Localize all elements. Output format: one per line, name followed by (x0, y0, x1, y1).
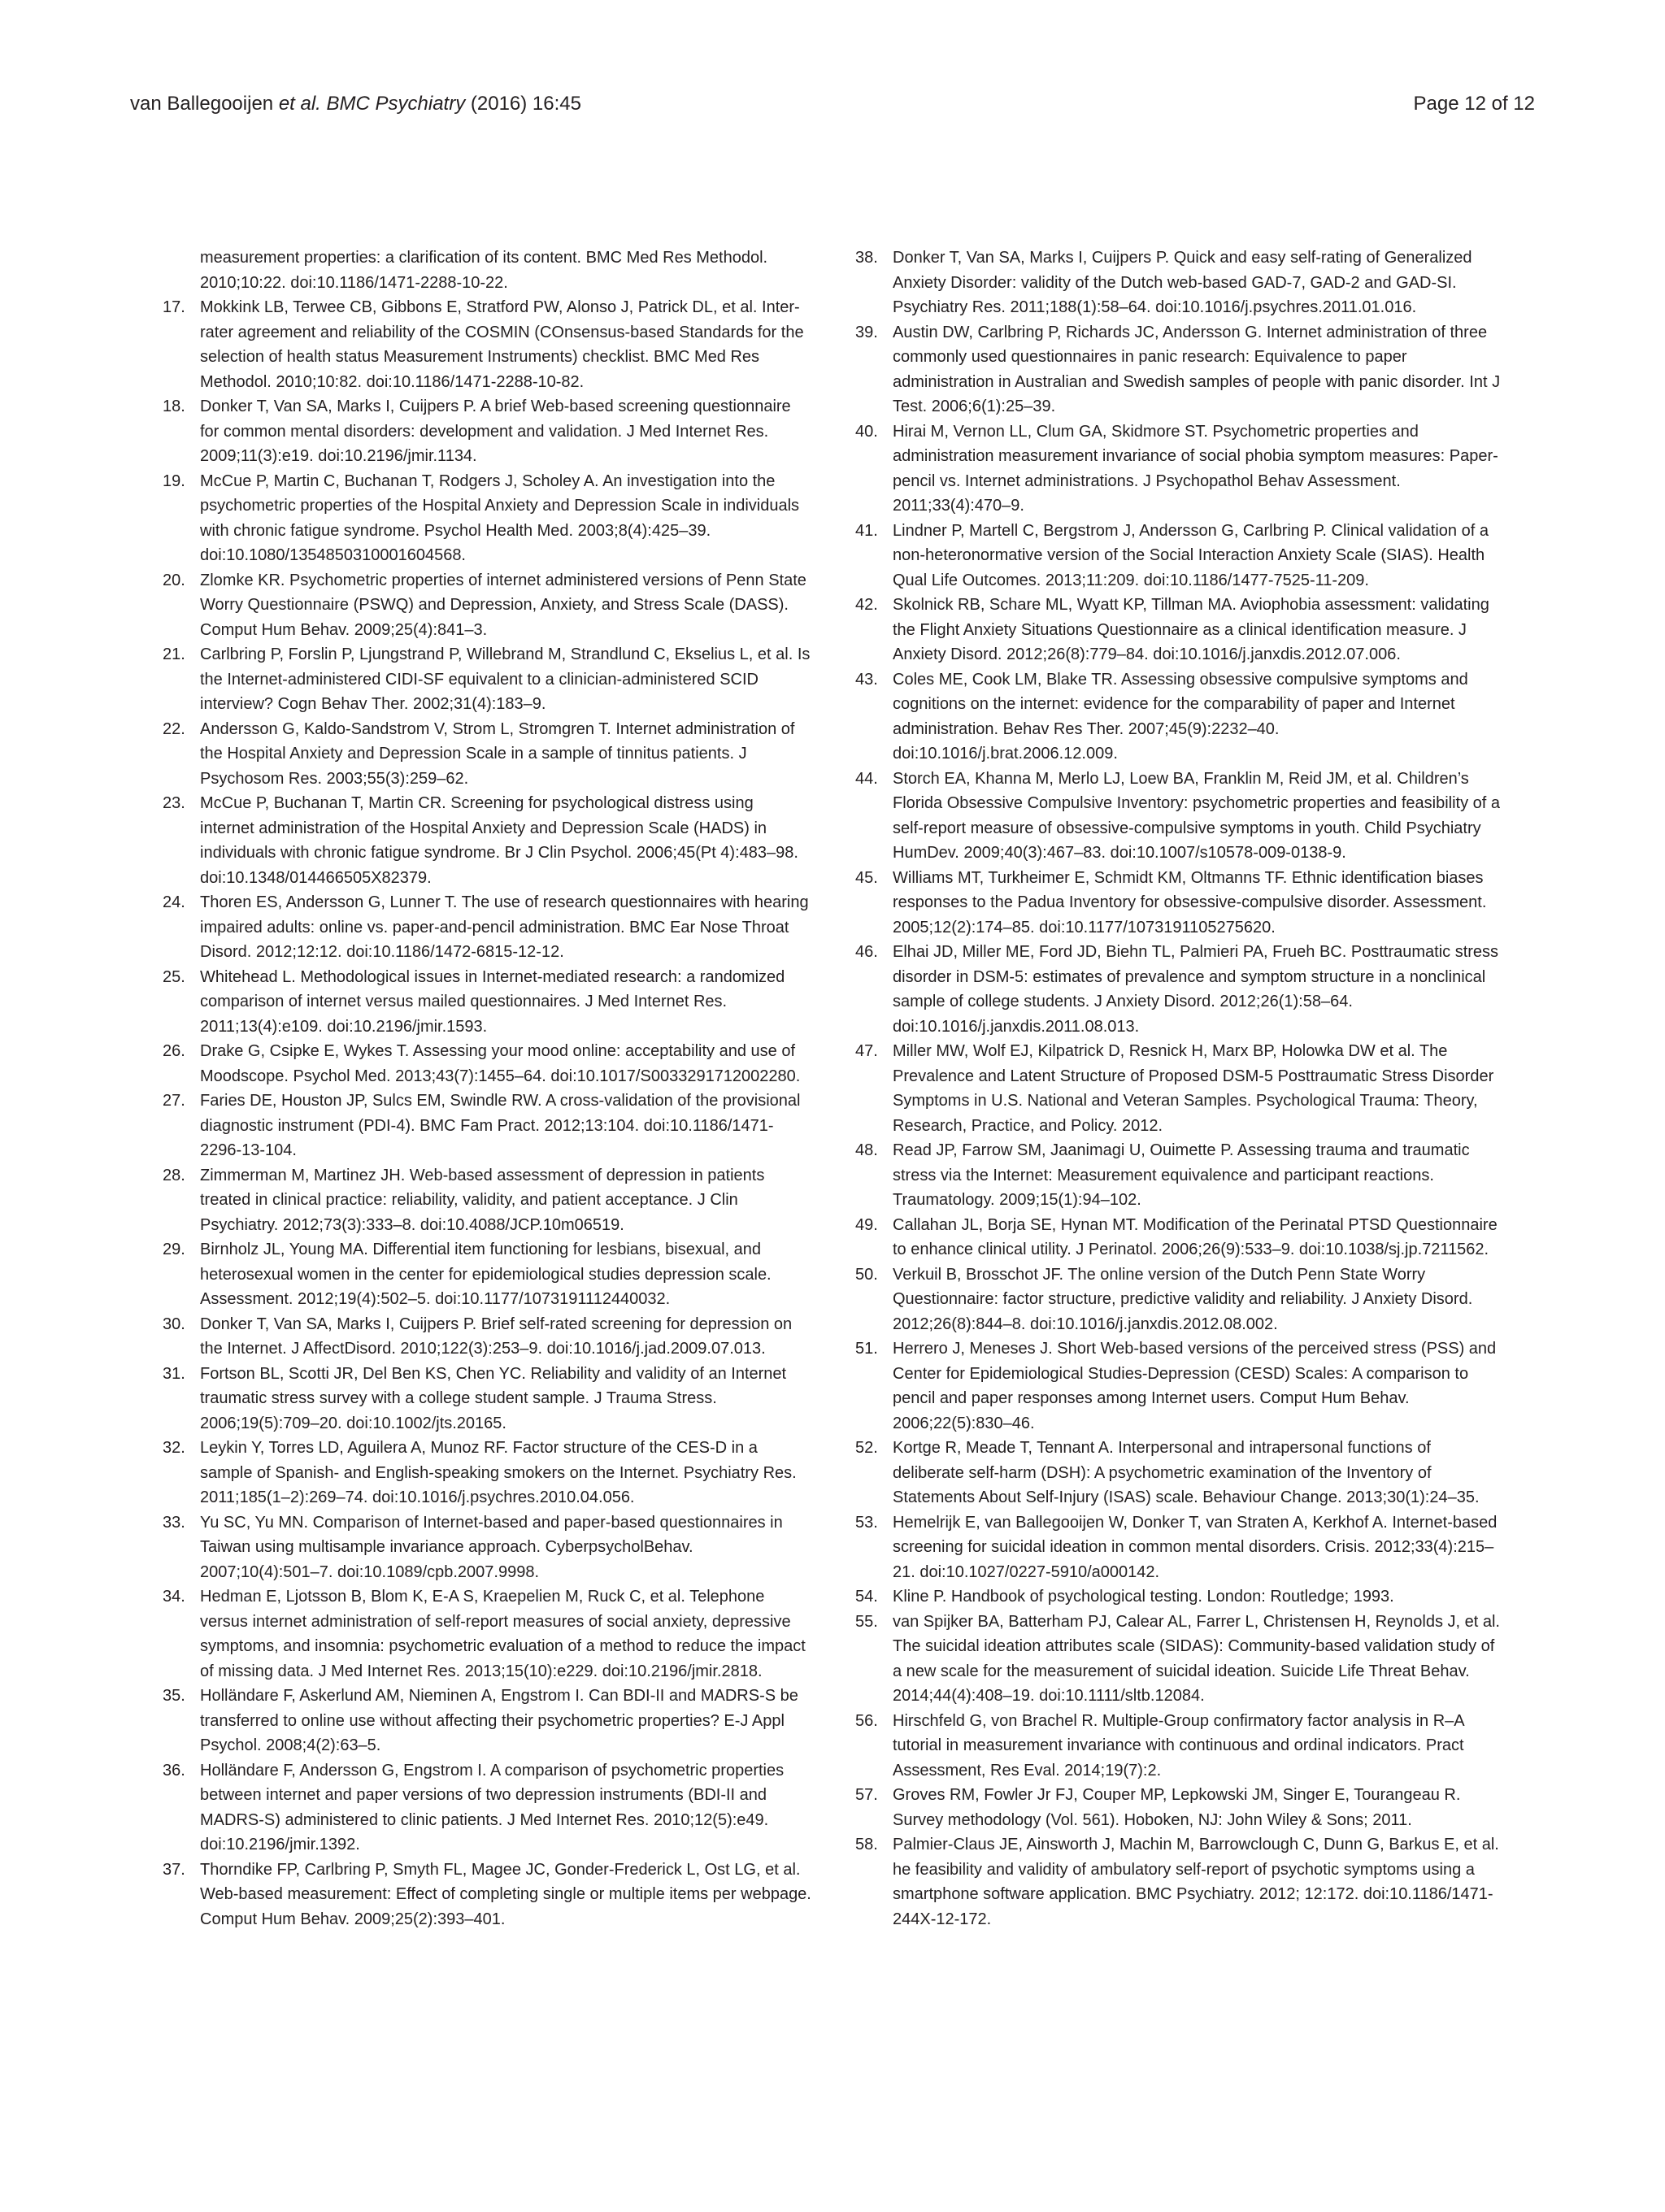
reference-text: Coles ME, Cook LM, Blake TR. Assessing obsessive compulsive symptoms and cognitions on the internet: evidence for the comparability of paper and Internet administration. Behav Res Ther. 2007;45(9):2232–40. doi:10.1016/j.brat.2006.12.009. (893, 670, 1468, 763)
reference-number: 19. (163, 472, 185, 490)
reference-text: Kortge R, Meade T, Tennant A. Interpersonal and intrapersonal functions of deliberate self-harm (DSH): A psychometric examination of the Inventory of Statements About Self-Injury (ISAS) scale. Behaviour Change. 2013;30(1):24–35. (893, 1439, 1480, 1506)
reference-item (855, 1832, 1504, 1932)
reference-item (163, 1312, 811, 1362)
reference-item (163, 1362, 811, 1436)
reference-list-right (855, 246, 1504, 1932)
reference-number: 51. (855, 1340, 878, 1358)
reference-item (855, 246, 1504, 320)
reference-item (855, 320, 1504, 419)
reference-item (855, 1610, 1504, 1709)
reference-text: Carlbring P, Forslin P, Ljungstrand P, Willebrand M, Strandlund C, Ekselius L, et al. Is the Internet-administered CIDI-SF equivalent to a clinician-administered SCID interview? Cogn Behav Ther. 2002;31(4):183–9. (200, 645, 811, 713)
reference-continuation (163, 246, 811, 295)
reference-item (855, 593, 1504, 667)
reference-item (855, 866, 1504, 941)
reference-item (163, 1237, 811, 1312)
reference-list-left (163, 295, 811, 1932)
reference-number: 27. (163, 1092, 185, 1110)
reference-number: 50. (855, 1265, 878, 1284)
reference-item (163, 469, 811, 568)
reference-text: Hirai M, Vernon LL, Clum GA, Skidmore ST. Psychometric properties and administration measurement invariance of social phobia symptom measures: Paper-pencil vs. Internet administrations. J Psychopathol Behav Assessment. 2011;33(4):470–9. (893, 422, 1498, 515)
reference-item (163, 1436, 811, 1510)
reference-item (163, 1510, 811, 1585)
reference-number: 52. (855, 1439, 878, 1457)
page-number: Page 12 of 12 (1413, 93, 1535, 115)
reference-item (163, 1089, 811, 1163)
reference-number: 35. (163, 1687, 185, 1705)
reference-item (855, 1213, 1504, 1262)
reference-item (855, 1436, 1504, 1510)
reference-item (163, 1684, 811, 1758)
reference-item (855, 1138, 1504, 1213)
reference-number: 57. (855, 1786, 878, 1804)
reference-text: Kline P. Handbook of psychological testing. London: Routledge; 1993. (893, 1588, 1394, 1606)
reference-number: 55. (855, 1612, 878, 1631)
reference-number: 32. (163, 1439, 185, 1457)
reference-text: Birnholz JL, Young MA. Differential item functioning for lesbians, bisexual, and heterosexual women in the center for epidemiological studies depression scale. Assessment. 2012;19(4):502–5. doi:10.1177/1073191112440032. (200, 1241, 772, 1308)
reference-number: 42. (855, 596, 878, 614)
reference-text: Whitehead L. Methodological issues in Internet-mediated research: a randomized comparison of internet versus mailed questionnaires. J Med Internet Res. 2011;13(4):e109. doi:10.2196/jmir.1593. (200, 967, 785, 1036)
reference-text: Austin DW, Carlbring P, Richards JC, Andersson G. Internet administration of three commonly used questionnaires in panic research: Equivalence to paper administration in Australian and Swedish samples of people with panic disorder. Int J Test. 2006;6(1):25–39. (893, 323, 1501, 415)
reference-text: Callahan JL, Borja SE, Hynan MT. Modification of the Perinatal PTSD Questionnaire to enhance clinical utility. J Perinatol. 2006;26(9):533–9. doi:10.1038/sj.jp.7211562. (893, 1215, 1498, 1258)
header-authors: van Ballegooijen (130, 93, 274, 115)
reference-text: measurement properties: a clarification of its content. BMC Med Res Methodol. 2010;10:22. doi:10.1186/1471-2288-10-22. (200, 249, 768, 292)
reference-number: 18. (163, 398, 185, 415)
reference-number: 31. (163, 1364, 185, 1383)
reference-number: 17. (163, 298, 185, 316)
reference-item (855, 1783, 1504, 1832)
reference-item (163, 1039, 811, 1089)
reference-item (855, 419, 1504, 519)
reference-text: McCue P, Buchanan T, Martin CR. Screening for psychological distress using internet administration of the Hospital Anxiety and Depression Scale (HADS) in individuals with chronic fatigue syndrome. Br J Clin Psychol. 2006;45(Pt 4):483–98. doi:10.1348/014466505X82379. (200, 794, 798, 887)
reference-number: 47. (855, 1042, 878, 1060)
reference-number: 25. (163, 967, 185, 986)
reference-number: 41. (855, 521, 878, 540)
reference-item (855, 940, 1504, 1039)
reference-item (855, 1336, 1504, 1436)
reference-text: Palmier-Claus JE, Ainsworth J, Machin M, Barrowclough C, Dunn G, Barkus E, et al. he feasibility and validity of ambulatory self-report of psychotic symptoms using a smartphone software application. BMC Psychiatry. 2012; 12:172. doi:10.1186/1471-244X-12-172. (893, 1836, 1499, 1928)
reference-number: 45. (855, 868, 878, 887)
reference-item (163, 642, 811, 717)
reference-text: McCue P, Martin C, Buchanan T, Rodgers J, Scholey A. An investigation into the psychometric properties of the Hospital Anxiety and Depression Scale in individuals with chronic fatigue syndrome. Psychol Health Med. 2003;8(4):425–39. doi:10.1080/1354850310001604568. (200, 472, 800, 564)
reference-text: Zimmerman M, Martinez JH. Web-based assessment of depression in patients treated in clinical practice: reliability, validity, and patient acceptance. J Clin Psychiatry. 2012;73(3):333–8. doi:10.4088/JCP.10m06519. (200, 1166, 765, 1234)
reference-text: Read JP, Farrow SM, Jaanimagi U, Ouimette P. Assessing trauma and traumatic stress via the Internet: Measurement equivalence and participant reactions. Traumatology. 2009;15(1):94–102. (893, 1141, 1470, 1209)
reference-text: Holländare F, Andersson G, Engstrom I. A comparison of psychometric properties between internet and paper versions of two depression instruments (BDI-II and MADRS-S) administered to clinic patients. J Med Internet Res. 2010;12(5):e49. doi:10.2196/jmir.1392. (200, 1761, 785, 1853)
reference-text: Thorndike FP, Carlbring P, Smyth FL, Magee JC, Gonder-Frederick L, Ost LG, et al. Web-based measurement: Effect of completing single or multiple items per webpage. Comput Hum Behav. 2009;25(2):393–401. (200, 1860, 811, 1928)
reference-number: 33. (163, 1513, 185, 1532)
references-left-column (163, 246, 811, 1932)
reference-text: Storch EA, Khanna M, Merlo LJ, Loew BA, Franklin M, Reid JM, et al. Children’s Florida Obsessive Compulsive Inventory: psychometric properties and feasibility of a self-report measure of obsessive-compulsive symptoms in youth. Child Psychiatry HumDev. 2009;40(3):467–83. doi:10.1007/s10578-009-0138-9. (893, 769, 1500, 862)
reference-item (163, 1584, 811, 1684)
reference-item (163, 394, 811, 469)
reference-item (163, 1163, 811, 1238)
reference-number: 20. (163, 571, 185, 589)
reference-item (855, 519, 1504, 593)
reference-text: Donker T, Van SA, Marks I, Cuijpers P. Quick and easy self-rating of Generalized Anxiety Disorder: validity of the Dutch web-based GAD-7, GAD-2 and GAD-SI. Psychiatry Res. 2011;188(1):58–64. doi:10.1016/j.psychres.2011.01.016. (893, 249, 1472, 316)
reference-text: Hedman E, Ljotsson B, Blom K, E-A S, Kraepelien M, Ruck C, et al. Telephone versus internet administration of self-report measures of social anxiety, depressive symptoms, and insomnia: psychometric evaluation of a method to reduce the impact of missing data. J Med Internet Res. 2013;15(10):e229. doi:10.2196/jmir.2818. (200, 1588, 806, 1680)
reference-number: 21. (163, 645, 185, 663)
reference-text: Thoren ES, Andersson G, Lunner T. The use of research questionnaires with hearing impaired adults: online vs. paper-and-pencil administration. BMC Ear Nose Throat Disord. 2012;12:12. doi:10.1186/1472-6815-12-12. (200, 893, 809, 961)
reference-number: 24. (163, 893, 185, 911)
reference-item (163, 1758, 811, 1858)
reference-text: Donker T, Van SA, Marks I, Cuijpers P. A brief Web-based screening questionnaire for common mental disorders: development and validation. J Med Internet Res. 2009;11(3):e19. doi:10.2196/jmir.1134. (200, 398, 791, 465)
reference-text: Zlomke KR. Psychometric properties of internet administered versions of Penn State Worry Questionnaire (PSWQ) and Depression, Anxiety, and Stress Scale (DASS). Comput Hum Behav. 2009;25(4):841–3. (200, 571, 806, 639)
reference-text: Andersson G, Kaldo-Sandstrom V, Strom L, Stromgren T. Internet administration of the Hospital Anxiety and Depression Scale in a sample of tinnitus patients. J Psychosom Res. 2003;55(3):259–62. (200, 719, 795, 788)
reference-text: Faries DE, Houston JP, Sulcs EM, Swindle RW. A cross-validation of the provisional diagnostic instrument (PDI-4). BMC Fam Pract. 2012;13:104. doi:10.1186/1471-2296-13-104. (200, 1092, 801, 1159)
reference-number: 36. (163, 1761, 185, 1780)
reference-number: 54. (855, 1588, 878, 1606)
reference-text: van Spijker BA, Batterham PJ, Calear AL, Farrer L, Christensen H, Reynolds J, et al. The suicidal ideation attributes scale (SIDAS): Community-based validation study of a new scale for the measurement of suicidal ideation. Suicide Life Threat Behav. 2014;44(4):408–19. doi:10.1111/sltb.12084. (893, 1612, 1500, 1705)
reference-number: 38. (855, 249, 878, 267)
running-header (130, 88, 1535, 120)
reference-number: 28. (163, 1166, 185, 1184)
reference-item (855, 767, 1504, 866)
reference-item (855, 1262, 1504, 1337)
reference-text: Elhai JD, Miller ME, Ford JD, Biehn TL, Palmieri PA, Frueh BC. Posttraumatic stress disorder in DSM-5: estimates of prevalence and symptom structure in a nonclinical sample of college students. J Anxiety Disord. 2012;26(1):58–64. doi:10.1016/j.janxdis.2011.08.013. (893, 943, 1499, 1036)
reference-number: 43. (855, 670, 878, 689)
reference-item (163, 791, 811, 890)
reference-item (855, 1709, 1504, 1784)
reference-text: Holländare F, Askerlund AM, Nieminen A, Engstrom I. Can BDI-II and MADRS-S be transferred to online use without affecting their psychometric properties? E-J Appl Psychol. 2008;4(2):63–5. (200, 1687, 798, 1754)
reference-text: Donker T, Van SA, Marks I, Cuijpers P. Brief self-rated screening for depression on the Internet. J AffectDisord. 2010;122(3):253–9. doi:10.1016/j.jad.2009.07.013. (200, 1315, 793, 1358)
reference-number: 48. (855, 1141, 878, 1159)
reference-text: Lindner P, Martell C, Bergstrom J, Andersson G, Carlbring P. Clinical validation of a non-heteronormative version of the Social Interaction Anxiety Scale (SIAS). Health Qual Life Outcomes. 2013;11:209. doi:10.1186/1477-7525-11-209. (893, 521, 1489, 589)
reference-text: Skolnick RB, Schare ML, Wyatt KP, Tillman MA. Aviophobia assessment: validating the Flight Anxiety Situations Questionnaire as a clinical identification measure. J Anxiety Disord. 2012;26(8):779–84. doi:10.1016/j.janxdis.2012.07.006. (893, 596, 1489, 663)
reference-item (855, 1584, 1504, 1610)
reference-item (163, 965, 811, 1040)
reference-item (855, 1039, 1504, 1138)
reference-item (855, 667, 1504, 767)
reference-number: 23. (163, 794, 185, 812)
reference-item (163, 717, 811, 792)
reference-text: Herrero J, Meneses J. Short Web-based versions of the perceived stress (PSS) and Center for Epidemiological Studies-Depression (CESD) Scales: A comparison to pencil and paper responses among Internet users. Comput Hum Behav. 2006;22(5):830–46. (893, 1340, 1497, 1432)
reference-text: Drake G, Csipke E, Wykes T. Assessing your mood online: acceptability and use of Moodscope. Psychol Med. 2013;43(7):1455–64. doi:10.1017/S0033291712002280. (200, 1042, 801, 1085)
reference-text: Hirschfeld G, von Brachel R. Multiple-Group confirmatory factor analysis in R–A tutorial in measurement invariance with continuous and ordinal indicators. Pract Assessment, Res Eval. 2014;19(7):2. (893, 1711, 1464, 1780)
reference-number: 40. (855, 422, 878, 441)
reference-text: Yu SC, Yu MN. Comparison of Internet-based and paper-based questionnaires in Taiwan using multisample invariance approach. CyberpsycholBehav. 2007;10(4):501–7. doi:10.1089/cpb.2007.9998. (200, 1513, 783, 1581)
reference-text: Fortson BL, Scotti JR, Del Ben KS, Chen YC. Reliability and validity of an Internet traumatic stress survey with a college student sample. J Trauma Stress. 2006;19(5):709–20. doi:10.1002/jts.20165. (200, 1364, 787, 1432)
reference-number: 22. (163, 719, 185, 738)
reference-text: Hemelrijk E, van Ballegooijen W, Donker T, van Straten A, Kerkhof A. Internet-based screening for suicidal ideation in common mental disorders. Crisis. 2012;33(4):215–21. doi:10.1027/0227-5910/a000142. (893, 1513, 1498, 1581)
header-journal: et al. BMC Psychiatry (278, 93, 466, 115)
reference-item (163, 568, 811, 643)
reference-number: 30. (163, 1315, 185, 1333)
reference-number: 58. (855, 1836, 878, 1853)
reference-number: 37. (163, 1860, 185, 1879)
reference-text: Leykin Y, Torres LD, Aguilera A, Munoz RF. Factor structure of the CES-D in a sample of Spanish- and English-speaking smokers on the Internet. Psychiatry Res. 2011;185(1–2):269–74. doi:10.1016/j.psychres.2010.04.056. (200, 1439, 797, 1506)
reference-number: 53. (855, 1513, 878, 1532)
reference-text: Groves RM, Fowler Jr FJ, Couper MP, Lepkowski JM, Singer E, Tourangeau R. Survey methodology (Vol. 561). Hoboken, NJ: John Wiley & Sons; 2011. (893, 1786, 1461, 1829)
reference-number: 44. (855, 769, 878, 788)
header-citation (130, 88, 581, 120)
reference-item (855, 1510, 1504, 1585)
reference-number: 49. (855, 1215, 878, 1234)
references-right-column (855, 246, 1504, 1932)
reference-number: 34. (163, 1588, 185, 1606)
reference-number: 46. (855, 943, 878, 961)
reference-text: Verkuil B, Brosschot JF. The online version of the Dutch Penn State Worry Questionnaire: factor structure, predictive validity and reliability. J Anxiety Disord. 2012;26(8):844–8. doi:10.1016/j.janxdis.2012.08.002. (893, 1265, 1473, 1333)
reference-item (163, 295, 811, 394)
header-year-volume: (2016) 16:45 (465, 93, 581, 115)
reference-number: 56. (855, 1711, 878, 1730)
reference-text: Miller MW, Wolf EJ, Kilpatrick D, Resnick H, Marx BP, Holowka DW et al. The Prevalence and Latent Structure of Proposed DSM-5 Posttraumatic Stress Disorder Symptoms in U.S. National and Veteran Samples. Psychological Trauma: Theory, Research, Practice, and Policy. 2012. (893, 1042, 1494, 1135)
reference-text: Williams MT, Turkheimer E, Schmidt KM, Oltmanns TF. Ethnic identification biases responses to the Padua Inventory for obsessive-compulsive disorder. Assessment. 2005;12(2):174–85. doi:10.1177/1073191105275620. (893, 868, 1487, 937)
reference-item (163, 1858, 811, 1932)
reference-item (163, 890, 811, 965)
reference-number: 26. (163, 1042, 185, 1060)
reference-text: Mokkink LB, Terwee CB, Gibbons E, Stratford PW, Alonso J, Patrick DL, et al. Inter-rater agreement and reliability of the COSMIN (COnsensus-based Standards for the selection of health status Measurement Instruments) checklist. BMC Med Res Methodol. 2010;10:82. doi:10.1186/1471-2288-10-82. (200, 298, 804, 391)
reference-number: 39. (855, 323, 878, 341)
reference-number: 29. (163, 1241, 185, 1258)
